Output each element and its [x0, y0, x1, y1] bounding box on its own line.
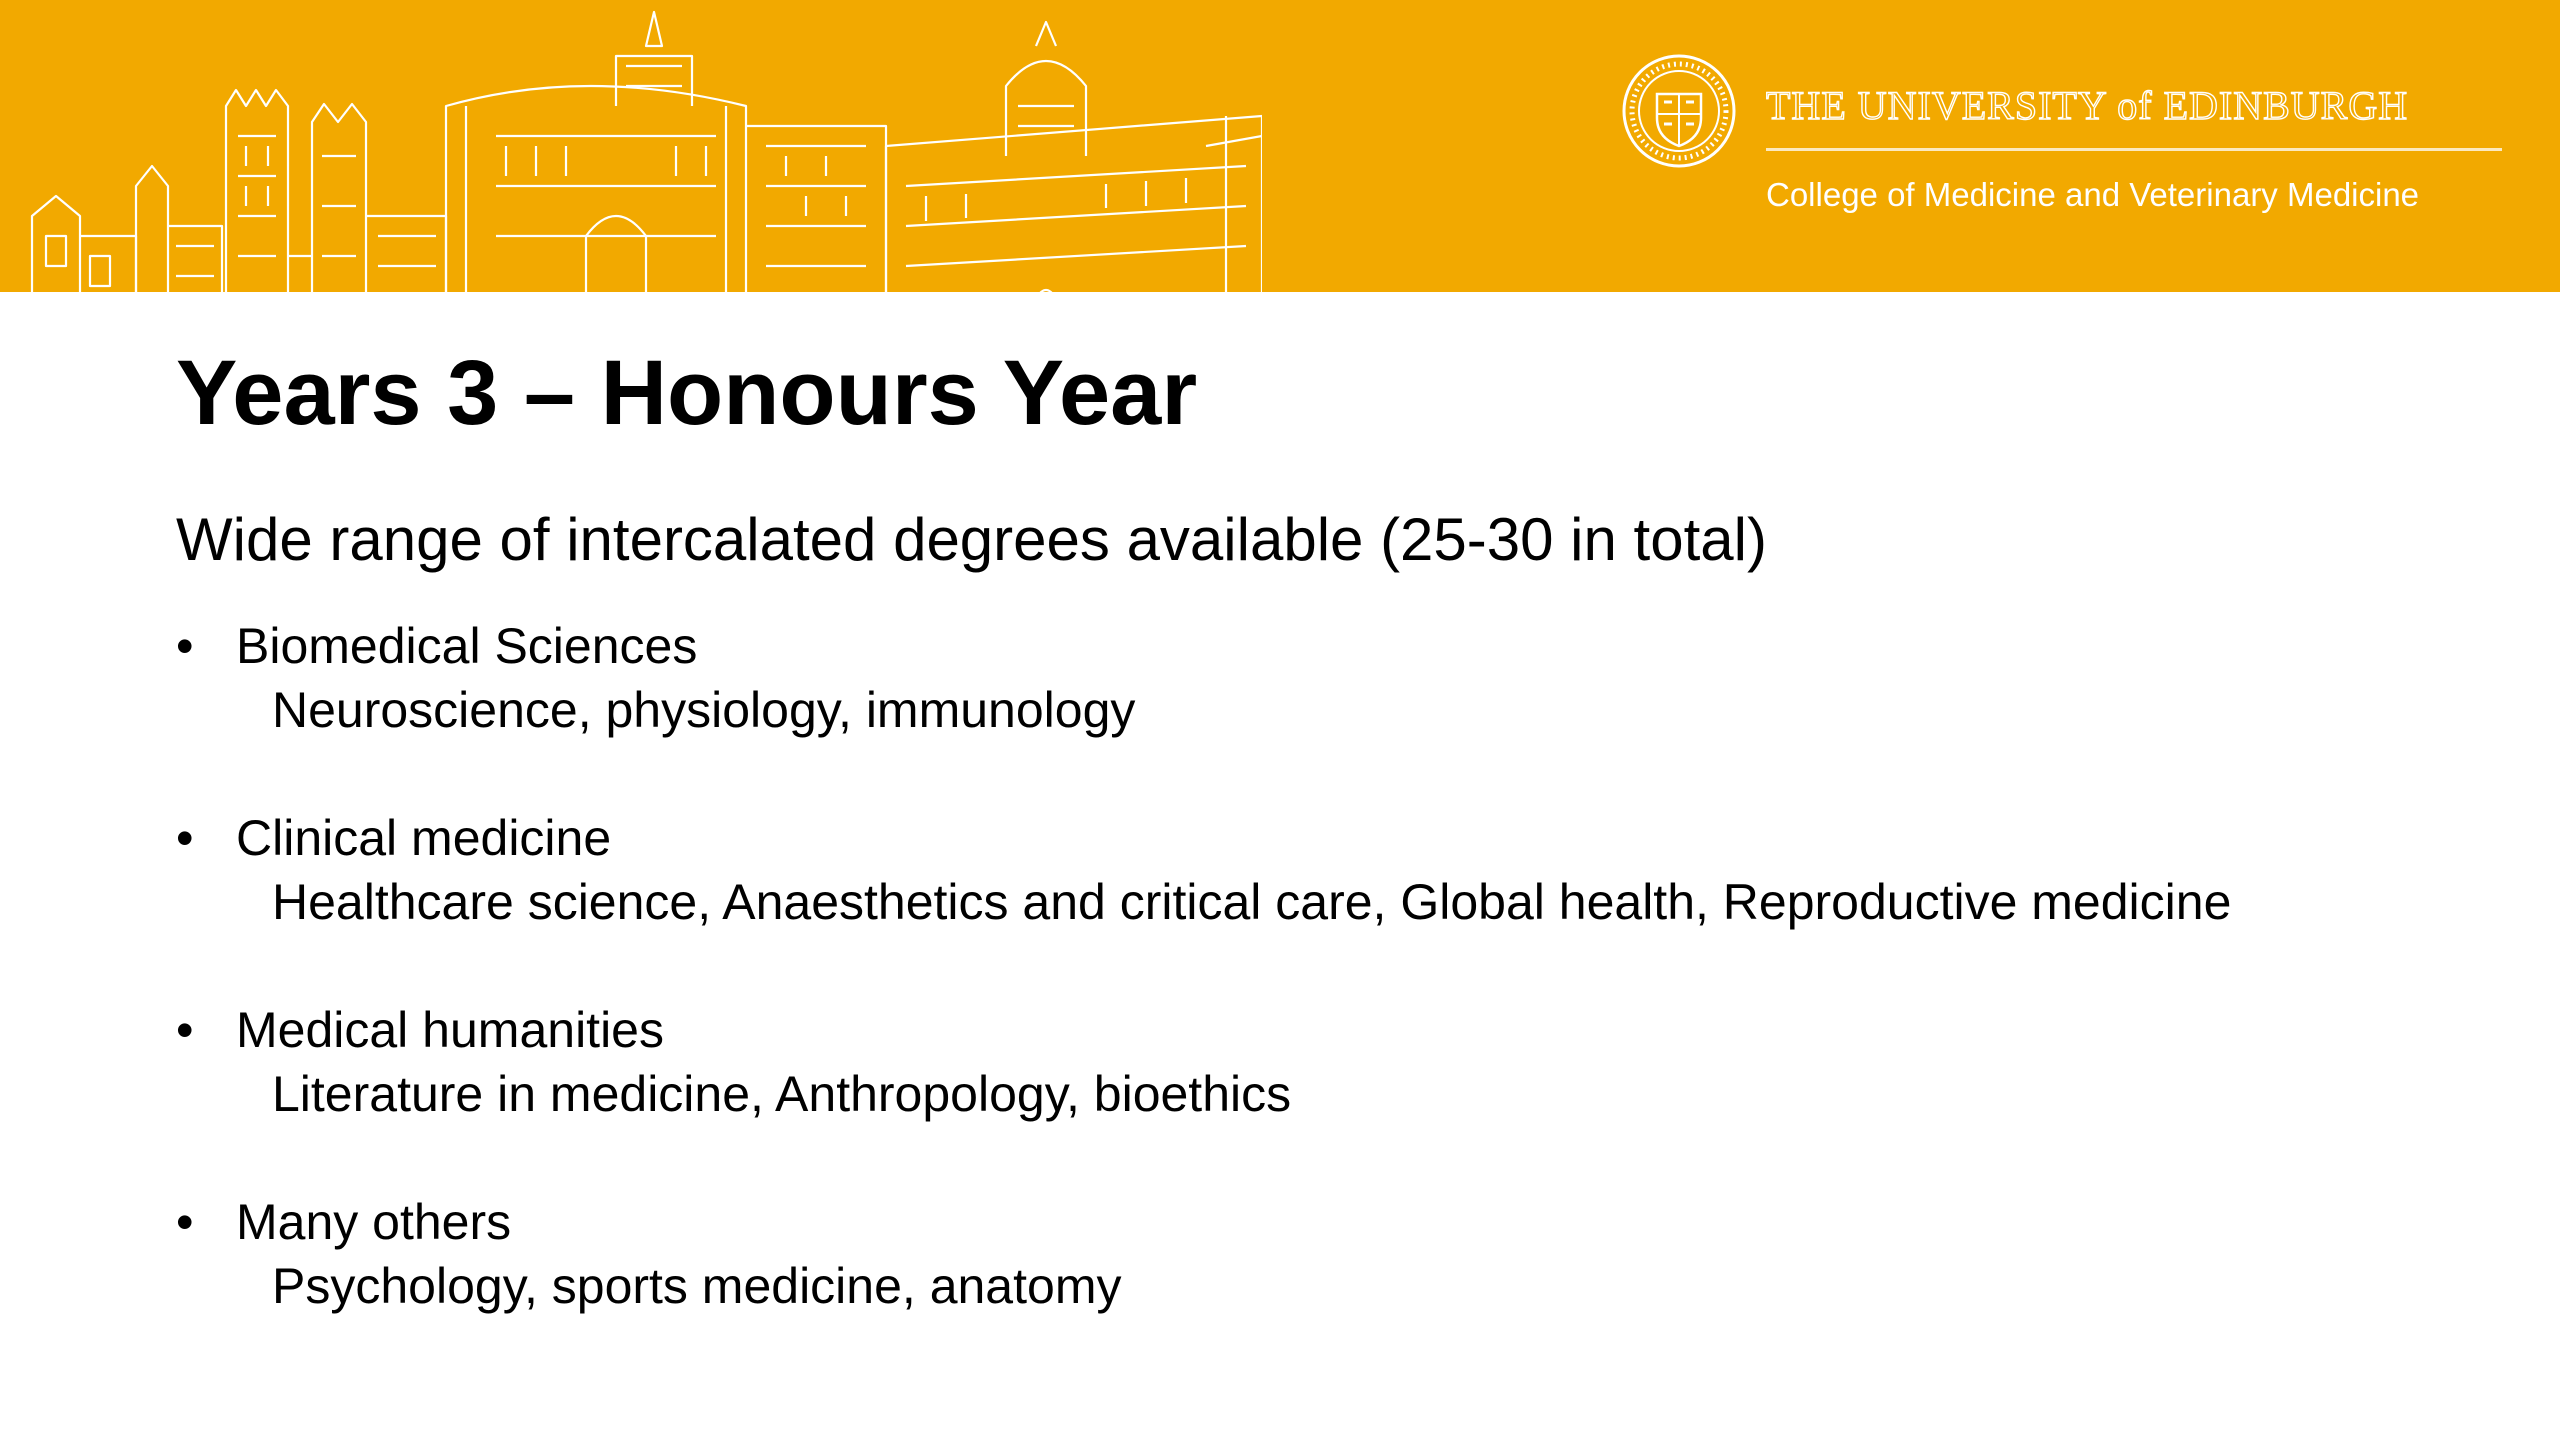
university-crest-icon [1620, 52, 1738, 170]
category-label: Biomedical Sciences [236, 618, 698, 674]
category-examples: Neuroscience, physiology, immunology [272, 682, 1136, 738]
bullet: • [176, 1002, 194, 1058]
edinburgh-skyline-illustration [26, 6, 1262, 336]
bullet: • [176, 618, 194, 674]
slide-intro: Wide range of intercalated degrees available (25-30 in total) [176, 506, 1767, 573]
slide-title: Years 3 – Honours Year [176, 342, 1198, 444]
category-examples: Healthcare science, Anaesthetics and critical care, Global health, Reproductive medicine [272, 874, 2232, 930]
logo-divider [1766, 148, 2502, 151]
college-name: College of Medicine and Veterinary Medicine [1766, 176, 2420, 213]
bullet: • [176, 810, 194, 866]
category-examples: Psychology, sports medicine, anatomy [272, 1258, 1122, 1314]
category-examples: Literature in medicine, Anthropology, bioethics [272, 1066, 1292, 1122]
university-name: THE UNIVERSITY of EDINBURGH [1766, 83, 2409, 128]
bullet: • [176, 1194, 194, 1250]
category-label: Medical humanities [236, 1002, 664, 1058]
category-label: Many others [236, 1194, 512, 1250]
category-label: Clinical medicine [236, 810, 612, 866]
university-logo [1620, 52, 2520, 222]
